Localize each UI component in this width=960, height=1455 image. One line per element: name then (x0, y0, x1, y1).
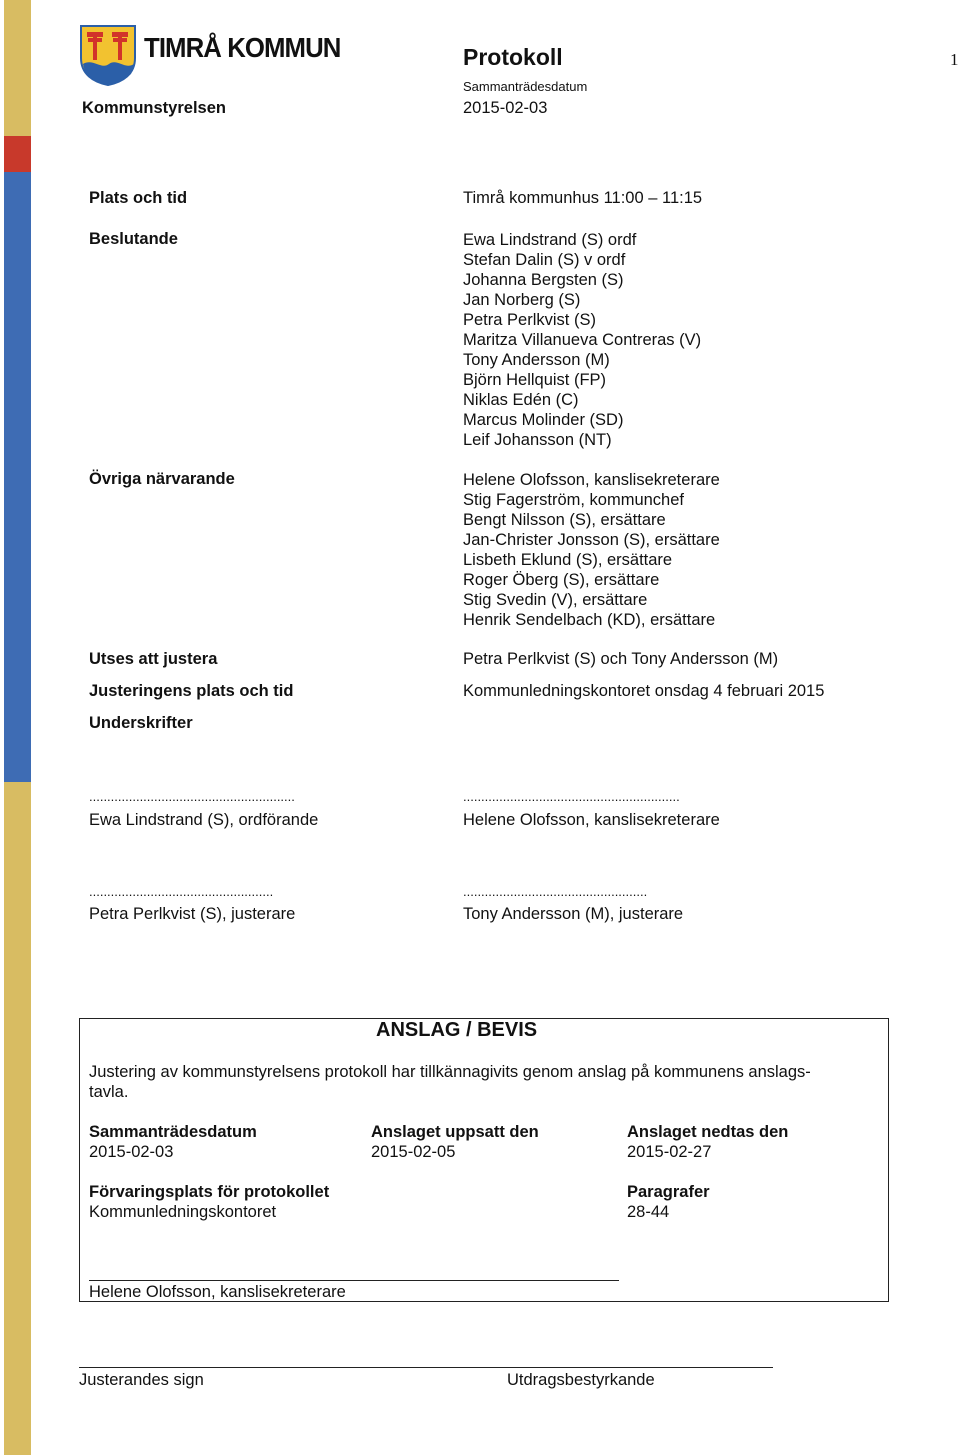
coat-of-arms-icon (79, 24, 137, 86)
notice-storage-label: Förvaringsplats för protokollet (89, 1183, 330, 1201)
page-number: 1 (950, 50, 959, 69)
place-value: Timrå kommunhus 11:00 – 11:15 (463, 189, 703, 207)
list-item: Leif Johansson (NT) (463, 431, 612, 449)
list-item: Marcus Molinder (SD) (463, 411, 624, 429)
list-item: Björn Hellquist (FP) (463, 371, 607, 389)
stripe-red (4, 136, 31, 172)
signature-name: Tony Andersson (M), justerare (463, 905, 684, 923)
footer-adjust-sign: Justerandes sign (79, 1371, 204, 1389)
logo (79, 24, 137, 91)
list-item: Stig Fagerström, kommunchef (463, 491, 684, 509)
signature-line: ................................................... (463, 884, 648, 899)
list-item: Ewa Lindstrand (S) ordf (463, 231, 637, 249)
notice-posted-date: 2015-02-05 (371, 1143, 456, 1161)
stripe-blue (4, 172, 31, 782)
signature-name: Helene Olofsson, kanslisekreterare (463, 811, 720, 829)
others-label: Övriga närvarande (89, 470, 235, 488)
adjust-label: Utses att justera (89, 650, 218, 668)
notice-box (79, 1018, 889, 1302)
notice-removed-date: 2015-02-27 (627, 1143, 712, 1161)
deciding-list (463, 230, 701, 450)
list-item: Petra Perlkvist (S) (463, 311, 596, 329)
date-label: Sammanträdesdatum (463, 79, 588, 94)
list-item: Niklas Edén (C) (463, 391, 579, 409)
meeting-date: 2015-02-03 (463, 99, 548, 117)
list-item: Jan-Christer Jonsson (S), ersättare (463, 531, 720, 549)
notice-meeting-date-label: Sammanträdesdatum (89, 1123, 257, 1141)
notice-signature-line (89, 1280, 619, 1281)
notice-text-line: tavla. (89, 1083, 129, 1101)
signature-line: ................................................... (89, 884, 274, 899)
footer-line (79, 1367, 773, 1368)
notice-posted-label: Anslaget uppsatt den (371, 1123, 539, 1141)
list-item: Stefan Dalin (S) v ordf (463, 251, 626, 269)
deciding-label: Beslutande (89, 230, 178, 248)
list-item: Stig Svedin (V), ersättare (463, 591, 648, 609)
signature-name: Petra Perlkvist (S), justerare (89, 905, 296, 923)
footer-certified: Utdragsbestyrkande (507, 1371, 655, 1389)
list-item: Helene Olofsson, kanslisekreterare (463, 471, 720, 489)
signatures-label: Underskrifter (89, 714, 193, 732)
notice-signer: Helene Olofsson, kanslisekreterare (89, 1283, 346, 1301)
list-item: Johanna Bergsten (S) (463, 271, 624, 289)
stripe-gold-bottom (4, 782, 31, 1455)
adjust-place-value: Kommunledningskontoret onsdag 4 februari 2015 (463, 682, 825, 700)
adjust-value: Petra Perlkvist (S) och Tony Andersson (M) (463, 650, 779, 668)
list-item: Maritza Villanueva Contreras (V) (463, 331, 702, 349)
list-item: Lisbeth Eklund (S), ersättare (463, 551, 673, 569)
list-item: Tony Andersson (M) (463, 351, 610, 369)
notice-removed-label: Anslaget nedtas den (627, 1123, 789, 1141)
signature-line: ......................................................... (89, 789, 295, 804)
list-item: Jan Norberg (S) (463, 291, 581, 309)
notice-storage-value: Kommunledningskontoret (89, 1203, 277, 1221)
page-title: Protokoll (463, 44, 563, 70)
others-list (463, 470, 720, 630)
notice-title: ANSLAG / BEVIS (376, 1019, 538, 1041)
adjust-place-label: Justeringens plats och tid (89, 682, 294, 700)
notice-meeting-date: 2015-02-03 (89, 1143, 174, 1161)
notice-text-line: Justering av kommunstyrelsens protokoll har tillkännagivits genom anslag på kommunens anslags- (89, 1063, 811, 1081)
list-item: Roger Öberg (S), ersättare (463, 571, 660, 589)
list-item: Henrik Sendelbach (KD), ersättare (463, 611, 716, 629)
logo-text: TIMRÅ KOMMUN (144, 32, 341, 63)
notice-paragraphs-label: Paragrafer (627, 1183, 710, 1201)
organ-name: Kommunstyrelsen (82, 99, 226, 117)
signature-name: Ewa Lindstrand (S), ordförande (89, 811, 319, 829)
stripe-gold-top (4, 0, 31, 136)
notice-paragraphs-value: 28-44 (627, 1203, 670, 1221)
list-item: Bengt Nilsson (S), ersättare (463, 511, 666, 529)
signature-line: ............................................................ (463, 789, 680, 804)
place-label: Plats och tid (89, 189, 188, 207)
